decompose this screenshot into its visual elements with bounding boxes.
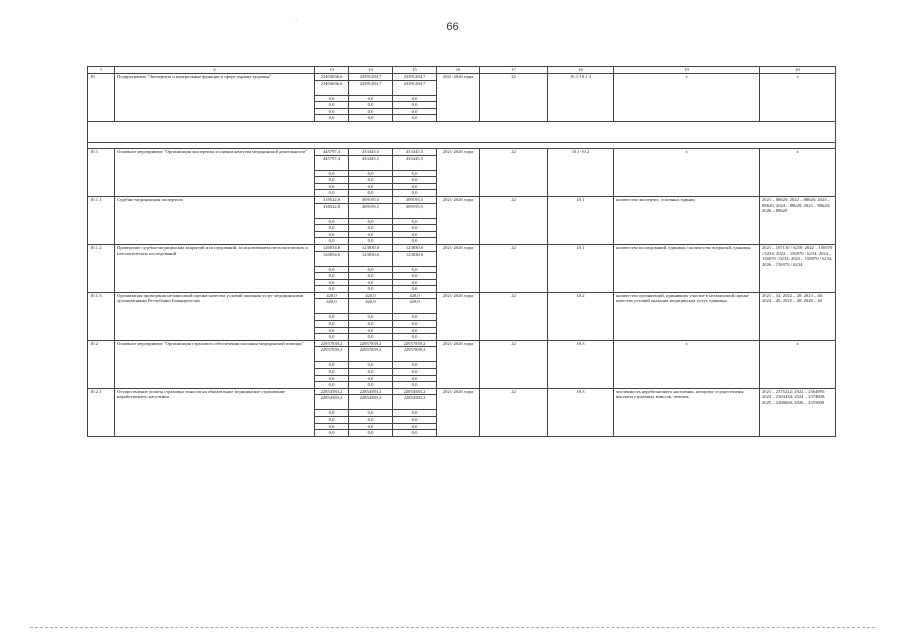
row-number: 10 [88,74,115,122]
column-header: 19 [614,67,760,74]
indicator-cell: численность неработающего населения, которому осуществлены выплаты страховых взносов, человек [614,388,760,436]
column-header: 2 [115,67,315,74]
target-cell: 2021 – 88620; 2022 – 88620; 2023 – 88620; 2024 – 88620; 2025 – 88620; 2026 – 88620 [760,196,836,244]
years-cell: 2021-2026 годы [437,148,480,196]
col18-cell: 10.1-10.1.3 [548,74,614,122]
zero-value-cell: 0,0 [393,279,437,286]
col18-cell: 10.2 [548,292,614,340]
years-cell: 2021-2026 годы [437,340,480,388]
zero-value-cell: 0,0 [315,327,349,334]
zero-value-cell: 0,0 [349,430,393,437]
col17-cell: 22 [480,196,548,244]
value-cell: 22957839,2 [349,347,393,362]
zero-value-cell: 0,0 [393,286,437,293]
zero-value-cell: 0,0 [349,375,393,382]
years-cell: 2021-2026 годы [437,244,480,292]
column-header: 15 [393,67,437,74]
col18-cell: 10.3 [548,340,614,388]
zero-value-cell: 0,0 [315,183,349,190]
zero-value-cell: 0,0 [393,115,437,122]
value-cell: 22957839,2 [349,340,393,347]
value-cell: 22957839,2 [315,340,349,347]
value-cell: 23391284,7 [393,74,437,81]
zero-value-cell: 0,0 [315,286,349,293]
col17-cell: 22 [480,244,548,292]
col17-cell: 22 [480,388,548,436]
zero-value-cell: 0,0 [349,321,393,328]
zero-value-cell: 0,0 [349,417,393,424]
target-cell: x [760,74,836,122]
zero-value-cell: 0,0 [393,218,437,225]
table-row [88,74,836,81]
value-cell: 22854583,2 [315,388,349,395]
zero-value-cell: 0,0 [393,314,437,321]
value-cell: 23403636,6 [315,74,349,81]
value-cell: 123830,0 [393,251,437,266]
page-number: 66 [446,21,459,33]
table-row [88,292,836,299]
column-header: 14 [349,67,393,74]
scan-mark: · · [292,18,298,24]
value-cell: 23403636,6 [315,80,349,95]
zero-value-cell: 0,0 [393,225,437,232]
zero-value-cell: 0,0 [393,382,437,389]
zero-value-cell: 0,0 [393,410,437,417]
zero-value-cell: 0,0 [315,170,349,177]
value-cell: 420,0 [315,292,349,299]
zero-value-cell: 0,0 [393,273,437,280]
zero-value-cell: 0,0 [393,417,437,424]
value-cell: 126854,6 [315,251,349,266]
value-cell: 123830,0 [349,244,393,251]
years-cell: 2021-2026 годы [437,196,480,244]
zero-value-cell: 0,0 [393,190,437,197]
zero-value-cell: 0,0 [315,279,349,286]
zero-value-cell: 0,0 [315,417,349,424]
value-cell: 22854583,2 [349,395,393,410]
zero-value-cell: 0,0 [393,102,437,109]
col18-cell: 10.1 [548,196,614,244]
value-cell: 23391284,7 [349,74,393,81]
target-cell: x [760,148,836,196]
zero-value-cell: 0,0 [349,218,393,225]
zero-value-cell: 0,0 [393,183,437,190]
table-row [88,388,836,395]
value-cell: 22957839,2 [315,347,349,362]
value-cell: 420,0 [349,299,393,314]
indicator-cell: количество организаций, принявших участие в независимой оценке качества условий оказания медицинских услуг, единицы [614,292,760,340]
years-cell: 2021-2026 годы [437,292,480,340]
zero-value-cell: 0,0 [315,273,349,280]
zero-value-cell: 0,0 [393,108,437,115]
value-cell: 433445,5 [349,155,393,170]
zero-value-cell: 0,0 [393,238,437,245]
zero-value-cell: 0,0 [315,362,349,369]
column-header: 16 [437,67,480,74]
zero-value-cell: 0,0 [315,334,349,341]
row-name: Основное мероприятие "Организация страхового обеспечения оказания медицинской помощи" [115,340,315,388]
zero-value-cell: 0,0 [315,369,349,376]
value-cell: 433445,5 [349,148,393,155]
table-row [88,196,836,203]
indicator-cell: x [614,148,760,196]
zero-value-cell: 0,0 [349,327,393,334]
zero-value-cell: 0,0 [349,225,393,232]
indicator-cell: x [614,74,760,122]
zero-value-cell: 0,0 [349,314,393,321]
column-header: 13 [315,67,349,74]
zero-value-cell: 0,0 [349,334,393,341]
column-header: 17 [480,67,548,74]
bottom-scan-line [30,627,875,628]
separator-cell [88,121,836,142]
value-cell: 445797,4 [315,148,349,155]
separator-row [88,121,836,142]
zero-value-cell: 0,0 [315,218,349,225]
zero-value-cell: 0,0 [315,231,349,238]
value-cell: 433445,5 [393,148,437,155]
value-cell: 309195,5 [349,203,393,218]
zero-value-cell: 0,0 [393,95,437,102]
value-cell: 433445,5 [393,155,437,170]
zero-value-cell: 0,0 [315,314,349,321]
col18-cell: 10.1-10.2 [548,148,614,196]
column-header: 1 [88,67,115,74]
zero-value-cell: 0,0 [393,231,437,238]
table-row [88,340,836,347]
zero-value-cell: 0,0 [349,183,393,190]
row-number: 10.1.2 [88,244,115,292]
zero-value-cell: 0,0 [349,102,393,109]
zero-value-cell: 0,0 [315,375,349,382]
target-cell: 2021 – 187130 / 6250; 2022 – 156970 / 6234; 2023 – 156970 / 6234; 2024 – 156970 / 6234; 2025 – 156970 / 6234; 2026 – 156970 / 6234 [760,244,836,292]
row-name: Основное мероприятие "Организация экспертизы и оценки качества медицинской деятельности" [115,148,315,196]
row-number: 10.2.1 [88,388,115,436]
value-cell: 420,0 [393,299,437,314]
value-cell: 22854583,2 [315,395,349,410]
zero-value-cell: 0,0 [349,382,393,389]
zero-value-cell: 0,0 [315,225,349,232]
value-cell: 22957839,2 [393,347,437,362]
zero-value-cell: 0,0 [349,177,393,184]
col17-cell: 22 [480,340,548,388]
zero-value-cell: 0,0 [393,369,437,376]
years-cell: 2021-2026 годы [437,74,480,122]
value-cell: 23391284,7 [349,80,393,95]
zero-value-cell: 0,0 [349,108,393,115]
program-table [87,66,836,437]
zero-value-cell: 0,0 [349,286,393,293]
zero-value-cell: 0,0 [393,177,437,184]
value-cell: 22854583,2 [349,388,393,395]
zero-value-cell: 0,0 [349,423,393,430]
value-cell: 309195,5 [349,196,393,203]
zero-value-cell: 0,0 [349,190,393,197]
value-cell: 420,0 [349,292,393,299]
value-cell: 420,0 [315,299,349,314]
zero-value-cell: 0,0 [393,362,437,369]
row-number: 10.1.1 [88,196,115,244]
zero-value-cell: 0,0 [393,170,437,177]
zero-value-cell: 0,0 [315,190,349,197]
zero-value-cell: 0,0 [349,410,393,417]
row-name: Осуществление уплаты страховых взносов на обязательное медицинское страхование неработающего населения [115,388,315,436]
zero-value-cell: 0,0 [349,266,393,273]
col17-cell: 22 [480,148,548,196]
zero-value-cell: 0,0 [315,423,349,430]
zero-value-cell: 0,0 [315,321,349,328]
table-row [88,244,836,251]
value-cell: 445797,4 [315,155,349,170]
value-cell: 126854,6 [315,244,349,251]
zero-value-cell: 0,0 [315,177,349,184]
value-cell: 123830,0 [349,251,393,266]
col18-cell: 10.3 [548,388,614,436]
row-name: Судебно-медицинская экспертиза [115,196,315,244]
zero-value-cell: 0,0 [349,273,393,280]
zero-value-cell: 0,0 [349,279,393,286]
zero-value-cell: 0,0 [315,238,349,245]
value-cell: 318522,8 [315,203,349,218]
value-cell: 309195,5 [393,196,437,203]
value-cell: 123830,0 [393,244,437,251]
col17-cell: 22 [480,292,548,340]
row-name: Подпрограмма "Экспертиза и контрольные функции в сфере охраны здоровья" [115,74,315,122]
col18-cell: 10.1 [548,244,614,292]
zero-value-cell: 0,0 [349,238,393,245]
zero-value-cell: 0,0 [315,115,349,122]
value-cell: 22854583,2 [393,395,437,410]
value-cell: 420,0 [393,292,437,299]
column-header: 20 [760,67,836,74]
zero-value-cell: 0,0 [393,266,437,273]
zero-value-cell: 0,0 [349,115,393,122]
value-cell: 309195,5 [393,203,437,218]
value-cell: 22957839,2 [393,340,437,347]
zero-value-cell: 0,0 [315,410,349,417]
zero-value-cell: 0,0 [315,102,349,109]
value-cell: 22854583,2 [393,388,437,395]
indicator-cell: количество экспертиз, условных единиц [614,196,760,244]
value-cell: 23391284,7 [393,80,437,95]
column-header: 18 [548,67,614,74]
zero-value-cell: 0,0 [349,95,393,102]
zero-value-cell: 0,0 [349,362,393,369]
zero-value-cell: 0,0 [315,108,349,115]
row-number: 10.1 [88,148,115,196]
zero-value-cell: 0,0 [315,430,349,437]
zero-value-cell: 0,0 [315,266,349,273]
zero-value-cell: 0,0 [393,321,437,328]
zero-value-cell: 0,0 [393,423,437,430]
zero-value-cell: 0,0 [349,170,393,177]
table-row [88,148,836,155]
zero-value-cell: 0,0 [393,375,437,382]
target-cell: 2021 – 54; 2022 – 28; 2023 – 40; 2024 – 40; 2025 – 40; 2026 – 40 [760,292,836,340]
row-name: Организация проведения независимой оценки качества условий оказания услуг медицинскими организациями Республики Башкортостан [115,292,315,340]
zero-value-cell: 0,0 [393,430,437,437]
zero-value-cell: 0,0 [393,334,437,341]
value-cell: 318522,8 [315,196,349,203]
indicator-cell: количество исследований, единицы / количество вскрытий, единицы [614,244,760,292]
zero-value-cell: 0,0 [315,95,349,102]
years-cell: 2021-2026 годы [437,388,480,436]
row-number: 10.1.3 [88,292,115,340]
target-cell: x [760,340,836,388]
zero-value-cell: 0,0 [393,327,437,334]
row-name: Проведение судебно-медицинских вскрытий и исследований, за исключением гистологических и патологических исследований [115,244,315,292]
zero-value-cell: 0,0 [349,369,393,376]
indicator-cell: x [614,340,760,388]
target-cell: 2021 – 2375222; 2022 – 2364995; 2023 – 2363434; 2024 – 2374000; 2025 – 2368600; 2026 – 2355000 [760,388,836,436]
row-number: 10.2 [88,340,115,388]
header-row [88,67,836,74]
zero-value-cell: 0,0 [349,231,393,238]
zero-value-cell: 0,0 [315,382,349,389]
col17-cell: 22 [480,74,548,122]
